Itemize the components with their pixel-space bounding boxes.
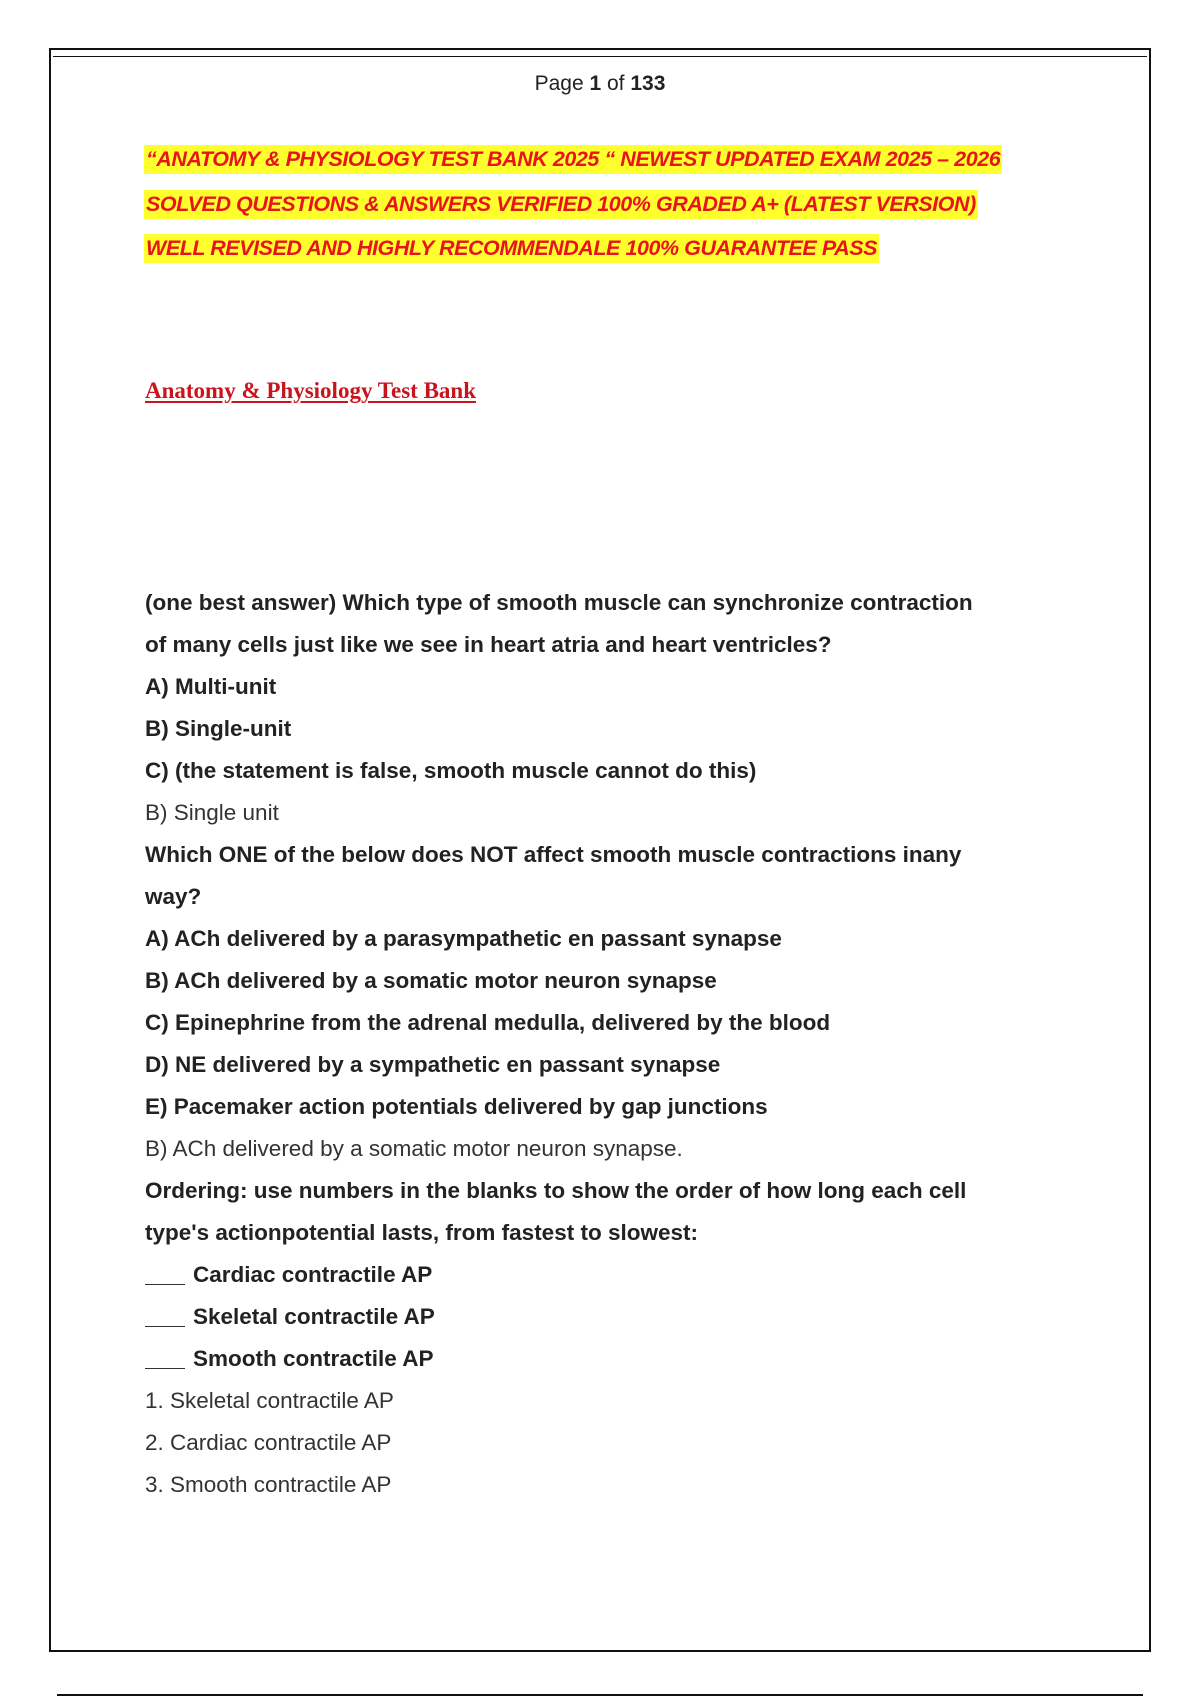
frame-top-rule (53, 56, 1147, 57)
banner-text: WELL REVISED AND HIGHLY RECOMMENDALE 100% GUARANTEE PASS (144, 234, 879, 263)
banner-line (144, 231, 1074, 276)
page-current: 1 (589, 72, 602, 95)
page-label: Page (534, 72, 584, 95)
ordering-item-label: Skeletal contractile AP (193, 1304, 435, 1329)
answer-option: A) ACh delivered by a parasympathetic en passant synapse (145, 926, 782, 951)
highlighted-banner (144, 142, 1074, 276)
question-stem: Ordering: use numbers in the blanks to show the order of how long each cell (145, 1178, 967, 1203)
answer-option: B) Single-unit (145, 716, 292, 741)
answer-blank (145, 1254, 185, 1285)
page-of-label: of (607, 72, 625, 95)
question-stem: of many cells just like we see in heart atria and heart ventricles? (145, 632, 832, 657)
answer-option: E) Pacemaker action potentials delivered by gap junctions (145, 1094, 768, 1119)
question-list (145, 582, 1075, 1506)
correct-answer: 2. Cardiac contractile AP (145, 1430, 392, 1455)
ordering-item-label: Cardiac contractile AP (193, 1262, 433, 1287)
banner-text: “ANATOMY & PHYSIOLOGY TEST BANK 2025 “ NEWEST UPDATED EXAM 2025 – 2026 (144, 145, 1002, 174)
banner-text: SOLVED QUESTIONS & ANSWERS VERIFIED 100% GRADED A+ (LATEST VERSION) (144, 190, 978, 219)
bottom-rule (57, 1694, 1143, 1696)
document-title: Anatomy & Physiology Test Bank (145, 378, 477, 403)
question-stem: Which ONE of the below does NOT affect smooth muscle contractions inany (145, 842, 962, 867)
answer-option: B) ACh delivered by a somatic motor neuron synapse (145, 968, 717, 993)
ordering-item (145, 1338, 1075, 1380)
answer-option: A) Multi-unit (145, 674, 277, 699)
answer-option: D) NE delivered by a sympathetic en passant synapse (145, 1052, 721, 1077)
ordering-item-label: Smooth contractile AP (193, 1346, 434, 1371)
page-total: 133 (630, 72, 666, 95)
answer-option: C) (the statement is false, smooth muscle cannot do this) (145, 758, 757, 783)
banner-line (144, 187, 1074, 232)
ordering-item (145, 1296, 1075, 1338)
question-stem: way? (145, 884, 202, 909)
page-number (0, 72, 1200, 96)
answer-option: C) Epinephrine from the adrenal medulla, delivered by the blood (145, 1010, 831, 1035)
answer-blank (145, 1296, 185, 1327)
banner-line (144, 142, 1074, 187)
correct-answer: 1. Skeletal contractile AP (145, 1388, 394, 1413)
answer-blank (145, 1338, 185, 1369)
correct-answer: B) Single unit (145, 800, 279, 825)
question-stem: type's actionpotential lasts, from fastest to slowest: (145, 1220, 698, 1245)
correct-answer: B) ACh delivered by a somatic motor neuron synapse. (145, 1136, 683, 1161)
correct-answer: 3. Smooth contractile AP (145, 1472, 392, 1497)
question-stem: (one best answer) Which type of smooth muscle can synchronize contraction (145, 590, 973, 615)
ordering-item (145, 1254, 1075, 1296)
